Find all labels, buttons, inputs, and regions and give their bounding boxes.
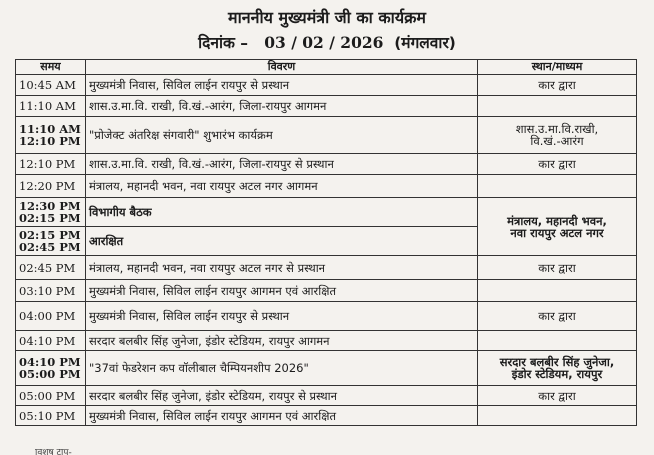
row-detail: मंत्रालय, महानदी भवन, नवा रायपुर अटल नगर से प्रस्थान (86, 256, 478, 280)
row-time: 02:45 PM (16, 256, 86, 280)
page-title: माननीय मुख्यमंत्री जी का कार्यक्रम (228, 8, 426, 27)
row-time: 05:10 PM (16, 406, 86, 426)
row-detail: सरदार बलबीर सिंह जुनेजा, इंडोर स्टेडियम, रायपुर से प्रस्थान (86, 386, 478, 406)
row-place: कार द्वारा (478, 302, 637, 331)
table-row (16, 256, 637, 280)
time-start: 04:10 PM (19, 355, 81, 369)
table-row (16, 154, 637, 175)
row-time: 11:10 AM (16, 96, 86, 117)
time-end: 05:00 PM (19, 367, 81, 381)
row-time: 03:10 PM (16, 280, 86, 302)
table-row (16, 198, 637, 227)
row-place (478, 406, 637, 426)
table-row (16, 351, 637, 386)
row-detail: "प्रोजेक्ट अंतरिक्ष संगवारी" शुभारंभ कार्यक्रम (86, 117, 478, 154)
row-place (478, 175, 637, 198)
schedule-date (0, 31, 654, 53)
row-place: कार द्वारा (478, 75, 637, 96)
row-time: 12:20 PM (16, 175, 86, 198)
table-header-row (16, 60, 637, 75)
row-detail: शास.उ.मा.वि. राखी, वि.खं.-आरंग, जिला-रायपुर आगमन (86, 96, 478, 117)
place-line-2: नवा रायपुर अटल नगर (510, 225, 604, 240)
row-detail: मुख्यमंत्री निवास, सिविल लाईन रायपुर से प्रस्थान (86, 302, 478, 331)
row-detail: सरदार बलबीर सिंह जुनेजा, इंडोर स्टेडियम, रायपुर आगमन (86, 331, 478, 351)
table-row (16, 386, 637, 406)
place-line-1: मंत्रालय, महानदी भवन, (507, 213, 607, 228)
row-place: कार द्वारा (478, 256, 637, 280)
header-detail: विवरण (86, 60, 478, 75)
row-detail: मुख्यमंत्री निवास, सिविल लाईन रायपुर आगमन एवं आरक्षित (86, 280, 478, 302)
table-row (16, 75, 637, 96)
place-line-2: इंडोर स्टेडियम, रायपुर (511, 367, 603, 381)
row-time: 12:10 PM (16, 154, 86, 175)
table-row (16, 175, 637, 198)
time-end: 02:15 PM (19, 211, 81, 225)
row-time: 04:10 PM (16, 331, 86, 351)
row-detail: मुख्यमंत्री निवास, सिविल लाईन रायपुर आगमन एवं आरक्षित (86, 406, 478, 426)
row-place (478, 351, 637, 386)
row-time (16, 227, 86, 256)
row-detail: शास.उ.मा.वि. राखी, वि.खं.-आरंग, जिला-रायपुर से प्रस्थान (86, 154, 478, 175)
row-place (478, 331, 637, 351)
time-end: 02:45 PM (19, 240, 81, 254)
time-end: 12:10 PM (19, 134, 81, 148)
row-place: कार द्वारा (478, 386, 637, 406)
row-time (16, 117, 86, 154)
row-place (478, 280, 637, 302)
row-detail: मंत्रालय, महानदी भवन, नवा रायपुर अटल नगर आगमन (86, 175, 478, 198)
row-detail: विभागीय बैठक (86, 198, 478, 227)
table-row (16, 280, 637, 302)
place-line-2: वि.खं.-आरंग (530, 134, 584, 148)
row-place (478, 96, 637, 117)
schedule-table (15, 59, 637, 426)
header-place: स्थान/माध्यम (478, 60, 637, 75)
table-row (16, 302, 637, 331)
time-start: 02:15 PM (19, 228, 81, 242)
row-time (16, 198, 86, 227)
table-row (16, 331, 637, 351)
time-start: 11:10 AM (19, 122, 81, 136)
row-place: कार द्वारा (478, 154, 637, 175)
table-row (16, 406, 637, 426)
place-line-1: शास.उ.मा.वि.राखी, (515, 122, 599, 136)
time-start: 12:30 PM (19, 199, 81, 213)
header-time: समय (16, 60, 86, 75)
place-line-1: सरदार बलबीर सिंह जुनेजा, (499, 355, 615, 369)
row-detail: आरक्षित (86, 227, 478, 256)
date-day: (मंगलवार) (394, 34, 456, 52)
row-place (478, 198, 637, 256)
footnote: विशेष टीप- (35, 449, 72, 455)
row-detail: मुख्यमंत्री निवास, सिविल लाईन रायपुर से प्रस्थान (86, 75, 478, 96)
row-time: 10:45 AM (16, 75, 86, 96)
row-time: 05:00 PM (16, 386, 86, 406)
date-value: 03 / 02 / 2026 (264, 33, 384, 52)
row-time (16, 351, 86, 386)
row-place (478, 117, 637, 154)
row-time: 04:00 PM (16, 302, 86, 331)
row-detail: "37वां फेडरेशन कप वॉलीबाल चैम्पियनशीप 2026" (86, 351, 478, 386)
date-label: दिनांक – (198, 34, 249, 52)
table-row (16, 96, 637, 117)
table-row (16, 117, 637, 154)
